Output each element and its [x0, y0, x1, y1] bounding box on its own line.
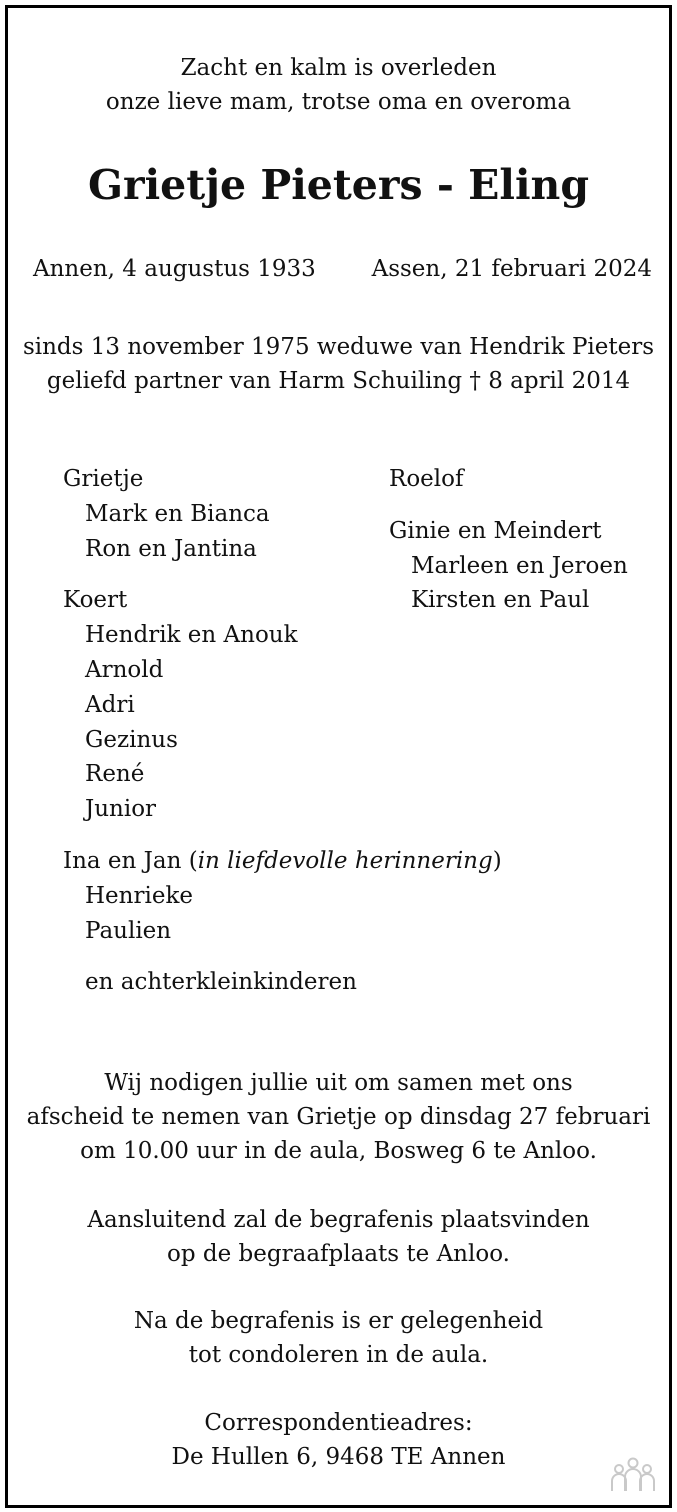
family-member: Gezinus: [85, 726, 178, 753]
invitation-line-1: Wij nodigen jullie uit om samen met ons: [104, 1070, 573, 1096]
family-member: Marleen en Jeroen: [411, 552, 628, 579]
family-member: Henrieke: [85, 882, 193, 909]
address-text: [8, 1406, 669, 1474]
address-label: Correspondentieadres:: [204, 1410, 473, 1436]
obituary-card: [5, 5, 672, 1508]
people-group-icon: [609, 1455, 657, 1495]
widow-line-2: geliefd partner van Harm Schuiling † 8 april 2014: [46, 368, 631, 394]
family-group-name-memorial: [63, 844, 502, 879]
family-group-name: Ina en Jan (: [63, 847, 198, 874]
condolence-line-2: tot condoleren in de aula.: [188, 1342, 489, 1368]
great-grandchildren: en achterkleinkinderen: [85, 969, 357, 996]
intro-line-2: onze lieve mam, trotse oma en overoma: [105, 89, 572, 115]
intro-line-1: Zacht en kalm is overleden: [180, 55, 497, 81]
family-member: Hendrik en Anouk: [85, 622, 298, 649]
widow-line-1: sinds 13 november 1975 weduwe van Hendrik Pieters: [22, 334, 655, 360]
family-group-name: Koert: [63, 587, 128, 614]
family-right-column: [389, 462, 628, 618]
family-member: René: [85, 761, 145, 788]
memorial-close: ): [492, 847, 502, 874]
address-value: De Hullen 6, 9468 TE Annen: [171, 1444, 506, 1470]
birth-date: Annen, 4 augustus 1933: [33, 256, 316, 282]
invitation-line-3: om 10.00 uur in de aula, Bosweg 6 te Anloo.: [80, 1138, 597, 1164]
intro-text: [8, 51, 669, 119]
family-member: Mark en Bianca: [85, 500, 270, 527]
family-member: Kirsten en Paul: [411, 587, 590, 614]
burial-line-2: op de begraafplaats te Anloo.: [167, 1241, 510, 1267]
family-group-name: Ginie en Meindert: [389, 517, 602, 544]
family-group-name: Roelof: [389, 466, 464, 492]
family-group-name: Grietje: [63, 466, 144, 492]
condolence-line-1: Na de begrafenis is er gelegenheid: [133, 1308, 544, 1334]
family-member: Adri: [85, 691, 135, 718]
deceased-name: Grietje Pieters - Eling: [87, 161, 590, 209]
burial-text: [8, 1203, 669, 1271]
family-member: Arnold: [85, 656, 164, 683]
invitation-line-2: afscheid te nemen van Grietje op dinsdag 27 februari: [26, 1104, 651, 1130]
family-member: Junior: [85, 796, 157, 823]
burial-line-1: Aansluitend zal de begrafenis plaatsvinden: [87, 1207, 590, 1233]
widow-text: [8, 330, 669, 398]
memorial-note: in liefdevolle herinnering: [197, 847, 493, 874]
condolence-text: [8, 1304, 669, 1372]
invitation-text: [8, 1066, 669, 1168]
family-member: Ron en Jantina: [85, 535, 257, 562]
death-date: Assen, 21 februari 2024: [371, 256, 652, 282]
family-member: Paulien: [85, 917, 172, 944]
